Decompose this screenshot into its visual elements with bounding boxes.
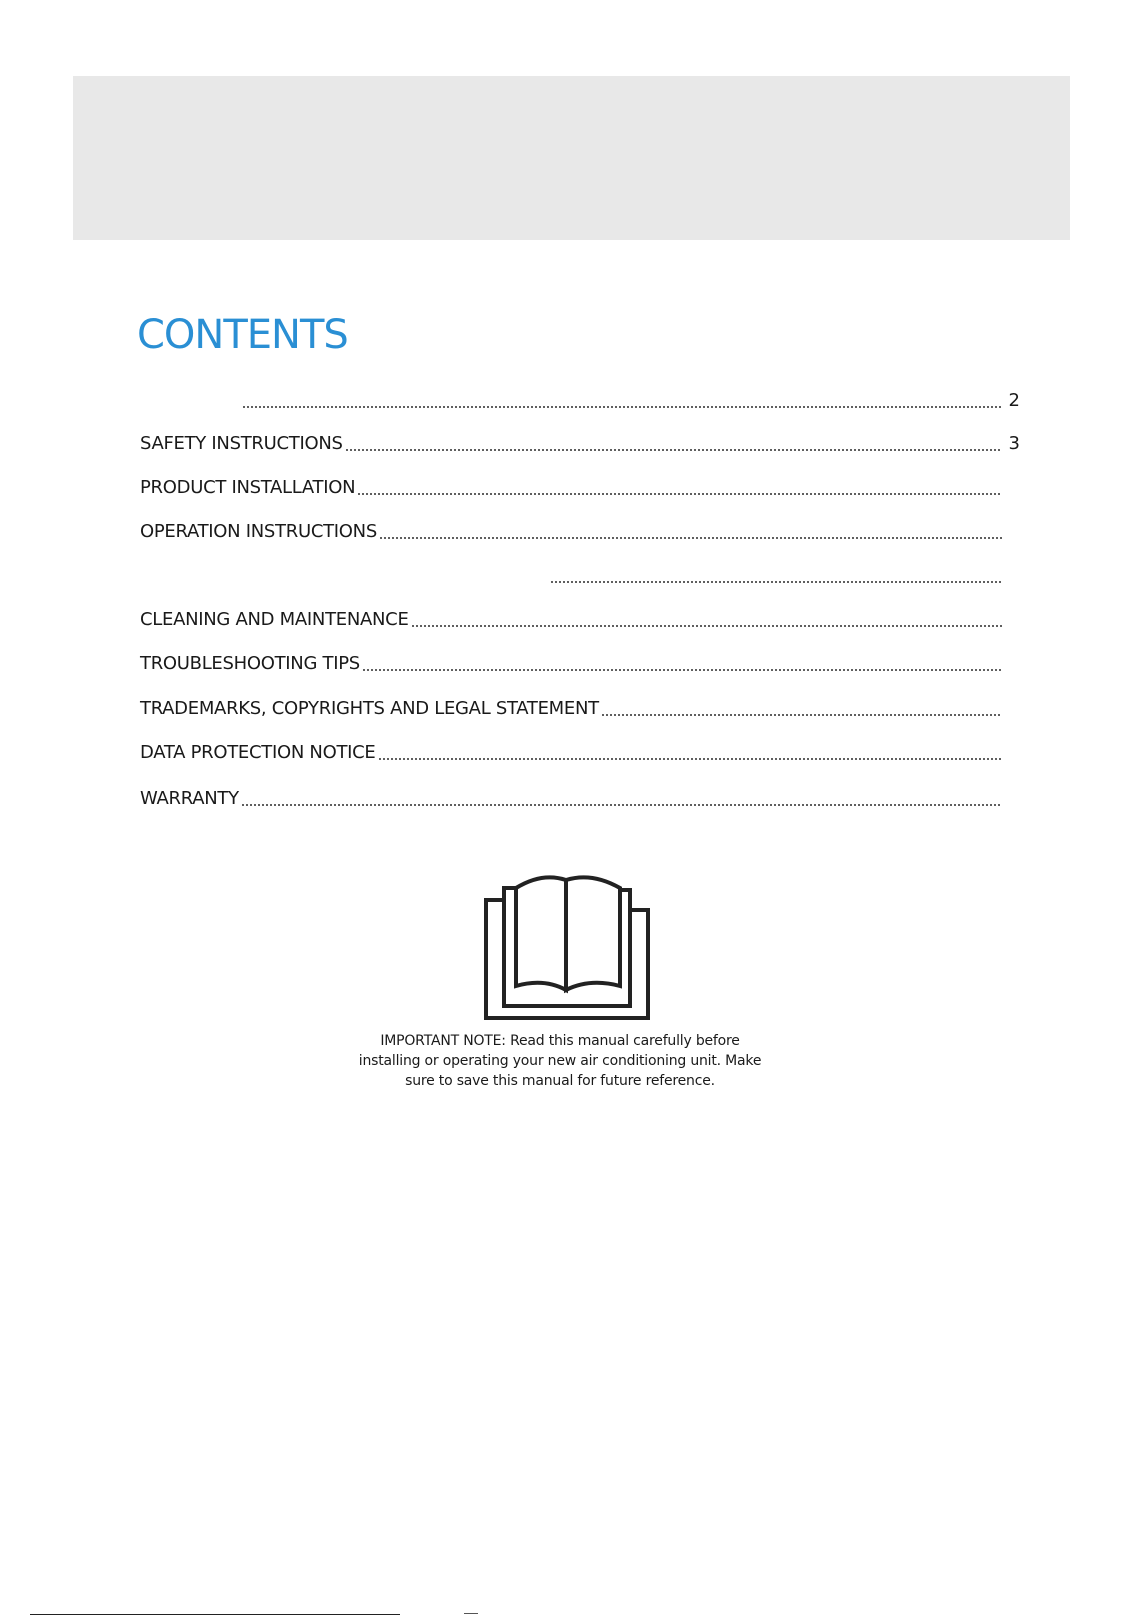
toc-entry-label: WARRANTY — [140, 788, 239, 809]
toc-leader-dots — [550, 566, 1002, 584]
toc-entry-6[interactable] — [140, 650, 1020, 674]
page-title: CONTENTS — [137, 312, 348, 358]
toc-entry-2[interactable] — [140, 474, 1020, 498]
toc-leader-dots — [345, 434, 1002, 452]
toc-entry-page: 2 — [1008, 390, 1020, 411]
toc-leader-dots — [378, 743, 1003, 761]
toc-entry-label: TROUBLESHOOTING TIPS — [140, 653, 360, 674]
toc-entry-page: 3 — [1008, 433, 1020, 454]
toc-leader-dots — [241, 789, 1002, 807]
toc-leader-dots — [357, 478, 1002, 496]
toc-leader-dots — [379, 522, 1002, 540]
toc-entry-label: CLEANING AND MAINTENANCE — [140, 609, 409, 630]
toc-entry-label: TRADEMARKS, COPYRIGHTS AND LEGAL STATEMENT — [140, 698, 599, 719]
toc-entry-0[interactable] — [140, 387, 1020, 411]
toc-entry-5[interactable] — [140, 606, 1020, 630]
important-note-line: IMPORTANT NOTE: Read this manual carefully before — [380, 1033, 740, 1049]
toc-leader-dots — [411, 610, 1002, 628]
toc-leader-dots — [242, 391, 1002, 409]
open-book-icon — [482, 874, 652, 1022]
important-note-line: sure to save this manual for future reference. — [405, 1073, 715, 1089]
important-note-line: installing or operating your new air conditioning unit. Make — [358, 1053, 762, 1069]
toc-entry-label: PRODUCT INSTALLATION — [140, 477, 356, 498]
toc-entry-3[interactable] — [140, 518, 1020, 542]
toc-entry-label: DATA PROTECTION NOTICE — [140, 742, 376, 763]
toc-leader-dots — [362, 654, 1002, 672]
important-note — [330, 1031, 790, 1091]
toc-entry-label: OPERATION INSTRUCTIONS — [140, 521, 377, 542]
toc-entry-9[interactable] — [140, 785, 1020, 809]
toc-leader-dots — [601, 699, 1002, 717]
footer-mark — [464, 1613, 478, 1614]
toc-entry-7[interactable] — [140, 695, 1020, 719]
footer-rule — [30, 1614, 400, 1615]
toc-entry-1[interactable] — [140, 430, 1020, 454]
toc-entry-8[interactable] — [140, 739, 1020, 763]
toc-entry-4[interactable] — [140, 562, 1020, 586]
toc-entry-label: SAFETY INSTRUCTIONS — [140, 433, 343, 454]
